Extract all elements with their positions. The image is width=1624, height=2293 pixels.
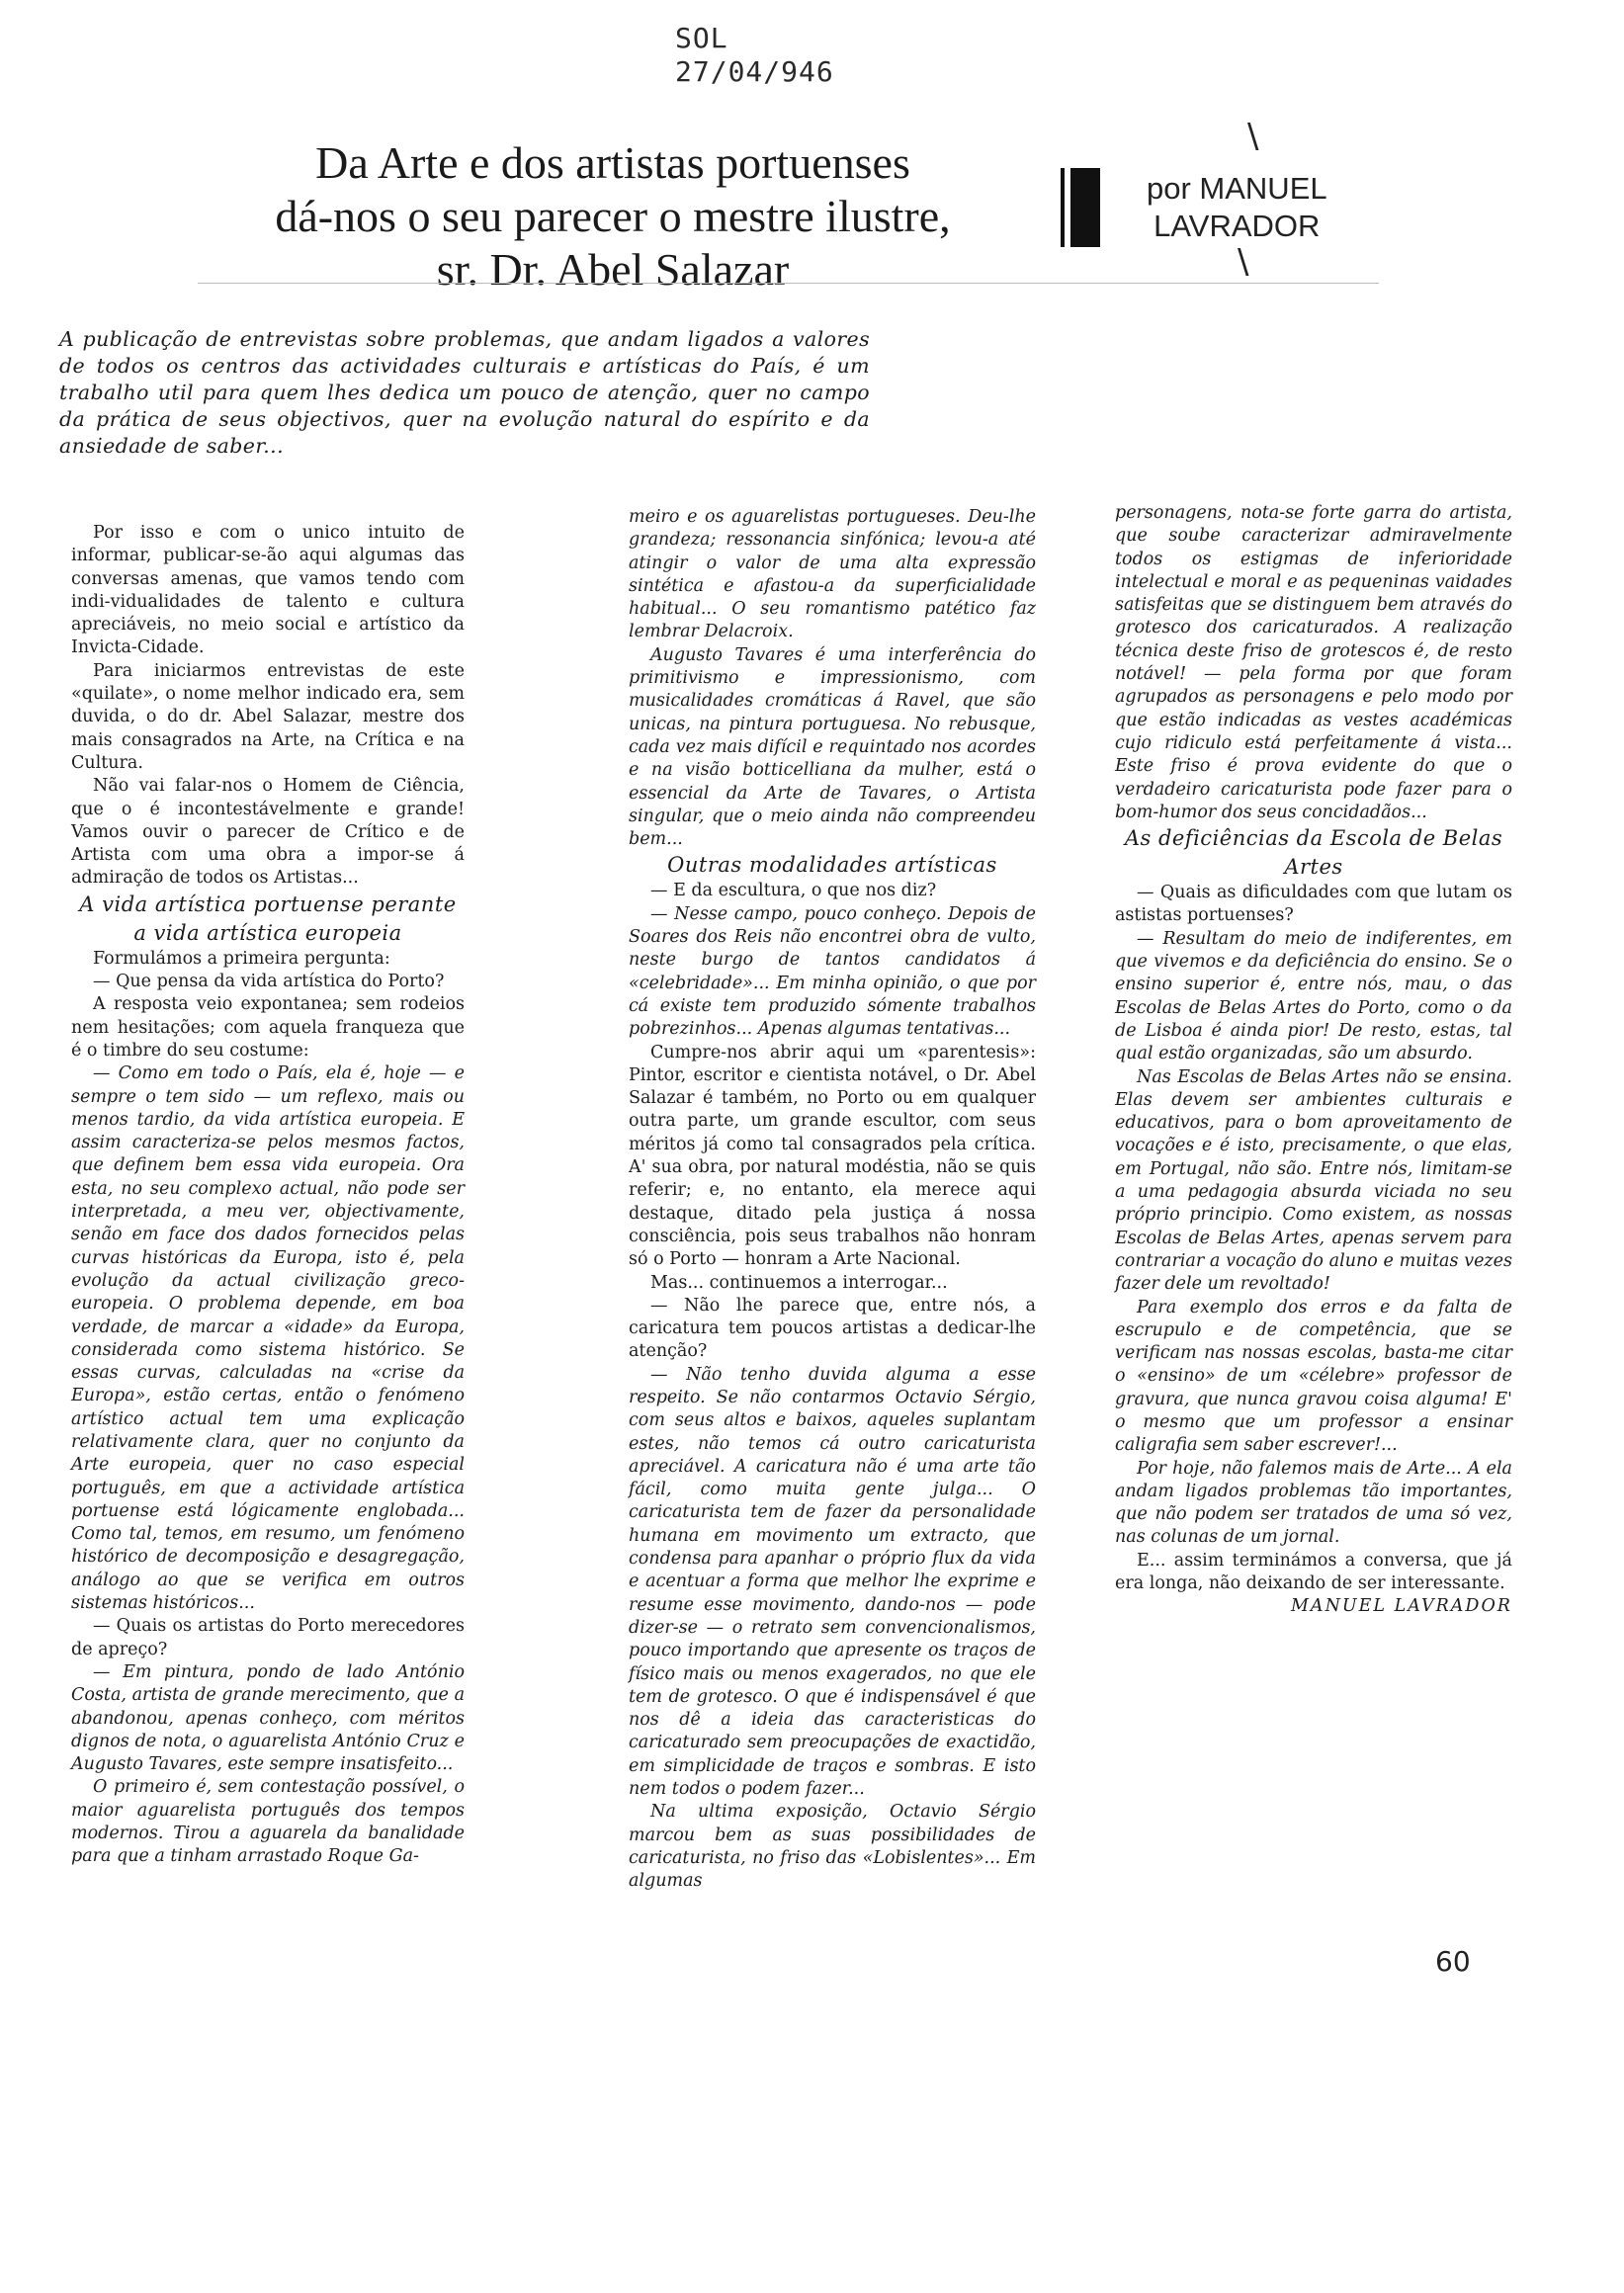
section-subheading: Outras modalidades artísticas: [667, 853, 997, 878]
headline-divider: [198, 283, 1379, 284]
article-column-3: [1115, 502, 1512, 1619]
paragraph: Para exemplo dos erros e da falta de escrupulo e de competência, que se verificam nas nossas escolas, basta-me citar o «ensino» de um «célebre» professor de gravura, que nunca gravou coisa alguma! E' o mesmo que um professor a ensinar caligrafia sem saber escrever!...: [1115, 1297, 1512, 1456]
paragraph: — Resultam do meio de indiferentes, em que vivemos e da deficiência do ensino. Se o ensino superior é, entre nós, mau, o das Escolas de Belas Artes do Porto, como o da de Lisboa é ainda pior! De resto, estas, tal qual estão organizadas, são um absurdo.: [1115, 928, 1512, 1064]
decorative-mark-icon: \: [1238, 242, 1249, 282]
article-lead: A publicação de entrevistas sobre problemas, que andam ligados a valores de todos os centros das actividades culturais e artísticas do País, é um trabalho util para quem lhes dedica um pouco de atenção, quer no campo da prática de seus objectivos, quer na evolução natural do espírito e da ansiedade de saber...: [59, 327, 870, 458]
headline-line-1: Da Arte e dos artistas portuenses: [315, 137, 910, 188]
paragraph: Por isso e com o unico intuito de informar, publicar-se-ão aqui algumas das conversas amenas, que vamos tendo com indi-vidualidades de talento e cultura apreciáveis, no meio social e artístico da Invicta-Cidade.: [71, 523, 465, 658]
paragraph: A resposta veio expontanea; sem rodeios nem hesitações; com aquela franqueza que é o timbre do seu costume:: [71, 994, 465, 1061]
paragraph: E... assim terminámos a conversa, que já era longa, não deixando de ser interessante.: [1115, 1550, 1512, 1594]
paragraph: — Quais as dificuldades com que lutam os astistas portuenses?: [1115, 883, 1512, 926]
byline-line-2: LAVRADOR: [1154, 209, 1321, 243]
decorative-mark-icon: \: [1247, 117, 1259, 156]
headline-line-2: dá-nos o seu parecer o mestre ilustre,: [275, 191, 951, 241]
paragraph: Mas... continuemos a interrogar...: [650, 1272, 948, 1293]
section-subheading: A vida artística portuense perante a vida artística europeia: [79, 892, 457, 945]
paragraph: Augusto Tavares é uma interferência do primitivismo e impressionismo, com musicalidades cromáticas á Ravel, que são unicas, na pintura portuguesa. No rebusque, cada vez mais difícil e requintado nos acordes e na visão botticelliana da mulher, está o essencial da Arte de Tavares, o Artista singular, que o meio ainda não compreendeu bem...: [629, 644, 1036, 850]
paragraph: Formulámos a primeira pergunta:: [93, 948, 390, 969]
paragraph: Não vai falar-nos o Homem de Ciência, que o é incontestávelmente e grande! Vamos ouvir o parecer de Crítico e de Artista com uma obra a impor-se á admiração de todos os Artistas...: [71, 776, 465, 889]
byline-rule-thin: [1061, 168, 1065, 247]
clipping-source: [675, 22, 834, 89]
paragraph: Para iniciarmos entrevistas de este «quilate», o nome melhor indicado era, sem duvida, o do dr. Abel Salazar, mestre dos mais consagrados na Arte, na Crítica e na Cultura.: [71, 660, 465, 773]
paragraph: personagens, nota-se forte garra do artista, que soube caracterizar admiravelmente todos os estigmas de inferioridade intelectual e moral e as pequeninas vaidades satisfeitas que se distinguem bem através do grotesco dos caricaturados. A realização técnica deste friso de grotescos é, de resto notável! — pela forma por que foram agrupados as personagens e pelo modo por que estão indicadas as vestes académicas cujo ridiculo está perfeitamente á vista... Este friso é prova evidente do que o verdadeiro caricaturista pode fazer para o bom-humor dos seus concidadãos...: [1115, 503, 1512, 822]
paragraph: — Não tenho duvida alguma a esse respeito. Se não contarmos Octavio Sérgio, com seus altos e baixos, aqueles suplantam estes, não temos cá outro caricaturista apreciável. A caricatura não é uma arte tão fácil, como muita gente julga... O caricaturista tem de fazer da personalidade humana em movimento um extracto, que condensa para apanhar o próprio flux da vida e acentuar a forma que melhor lhe exprime e resume esse movimento, dando-nos — pode dizer-se — o retrato sem convencionalismos, pouco importando que apresente os traços de físico mais ou menos exagerados, no que ele tem de grotesco. O que é indispensável é que nos dê a ideia das caracteristicas do caricaturado sem preocupações de exactidão, em simplicidade de traços e sombras. E isto nem todos o podem fazer...: [629, 1364, 1036, 1800]
paragraph: — Não lhe parece que, entre nós, a caricatura tem poucos artistas a dedicar-lhe atenção?: [629, 1295, 1036, 1362]
paragraph: Cumpre-nos abrir aqui um «parentesis»: Pintor, escritor e cientista notável, o Dr. Abel Salazar é também, no Porto ou em qualquer outra parte, um grande escultor, com seus méritos já como tal consagrados pela crítica. A' sua obra, por natural modéstia, não se quis referir; e, no entanto, ela merece aqui destaque, ditado pela justiça á nossa consciência, pois seus trabalhos não honram só o Porto — honram a Arte Nacional.: [629, 1042, 1036, 1270]
byline-line-1: por MANUEL: [1147, 171, 1327, 206]
paragraph: — Em pintura, pondo de lado António Costa, artista de grande merecimento, que a abandonou, apenas conheço, com méritos dignos de nota, o aguarelista António Cruz e Augusto Tavares, este sempre insatisfeito...: [71, 1661, 465, 1775]
article-headline: [198, 136, 1028, 297]
author-signature: MANUEL LAVRADOR: [1291, 1596, 1512, 1617]
newspaper-name: SOL: [675, 22, 728, 54]
section-subheading: As deficiências da Escola de Belas Artes: [1124, 826, 1503, 880]
article-column-2: [629, 506, 1036, 1894]
headline-line-3: sr. Dr. Abel Salazar: [436, 244, 790, 295]
paragraph: O primeiro é, sem contestação possível, o maior aguarelista português dos tempos modernos. Tirou a aguarela da banalidade para que a tinham arrastado Roque Ga-: [71, 1777, 465, 1867]
paragraph: Na ultima exposição, Octavio Sérgio marcou bem as suas possibilidades de caricaturista, no friso das «Lobislentes»... Em algumas: [629, 1802, 1036, 1892]
byline-rule-thick: [1070, 168, 1100, 247]
paragraph: — Como em todo o País, ela é, hoje — e sempre o tem sido — um reflexo, mais ou menos tardio, da vida artística europeia. E assim caracteriza-se pelos mesmos factos, que definem bem essa vida europeia. Ora esta, no seu complexo actual, não pode ser interpretada, a meu ver, objectivamente, senão em face dos dados fornecidos pelas curvas históricas da Europa, isto é, pela evolução da actual civilização greco-europeia. O problema depende, em boa verdade, de marcar a «idade» da Europa, considerada como sistema histórico. Se essas curvas, calculadas na «crise da Europa», estão certas, então o fenómeno artístico actual tem uma explicação relativamente clara, quer no conjunto da Arte europeia, quer no caso especial português, em que a actividade artística portuense está lógicamente englobada... Como tal, temos, em resumo, um fenómeno histórico de decomposição e desagregação, análogo ao que se verifica em outros sistemas históricos...: [71, 1063, 465, 1614]
paragraph: Nas Escolas de Belas Artes não se ensina. Elas devem ser ambientes culturais e educativos, para o bom aproveitamento de vocações e é isto, precisamente, o que elas, em Portugal, não são. Entre nós, limitam-se a uma pedagogia absurda viciada no seu próprio principio. Como existem, as nossas Escolas de Belas Artes, apenas servem para contrariar a vocação do aluno e muitas vezes fazer dele um revoltado!: [1115, 1066, 1512, 1295]
page-number: 60: [1435, 1945, 1471, 1978]
article-column-1: [71, 522, 465, 1869]
byline: [1147, 170, 1327, 245]
paragraph: — Quais os artistas do Porto merecedores de apreço?: [71, 1616, 465, 1659]
publication-date: 27/04/946: [675, 55, 834, 88]
paragraph: — Nesse campo, pouco conheço. Depois de Soares dos Reis não encontrei obra de vulto, neste burgo de tantos candidatos á «celebridade»... Em minha opinião, o que por cá existe tem produzido sómente trabalhos pobrezinhos... Apenas algumas tentativas...: [629, 903, 1036, 1040]
paragraph: Por hoje, não falemos mais de Arte... A ela andam ligados problemas tão importantes, que não podem ser tratados de uma só vez, nas colunas de um jornal.: [1115, 1458, 1512, 1548]
paragraph: — E da escultura, o que nos diz?: [650, 881, 937, 901]
paragraph: — Que pensa da vida artística do Porto?: [93, 972, 445, 992]
paragraph: meiro e os aguarelistas portugueses. Deu-lhe grandeza; ressonancia sinfónica; levou-a até atingir o valor de uma alta expressão sintética e afastou-a da superficialidade habitual... O seu romantismo patético faz lembrar Delacroix.: [629, 507, 1036, 642]
